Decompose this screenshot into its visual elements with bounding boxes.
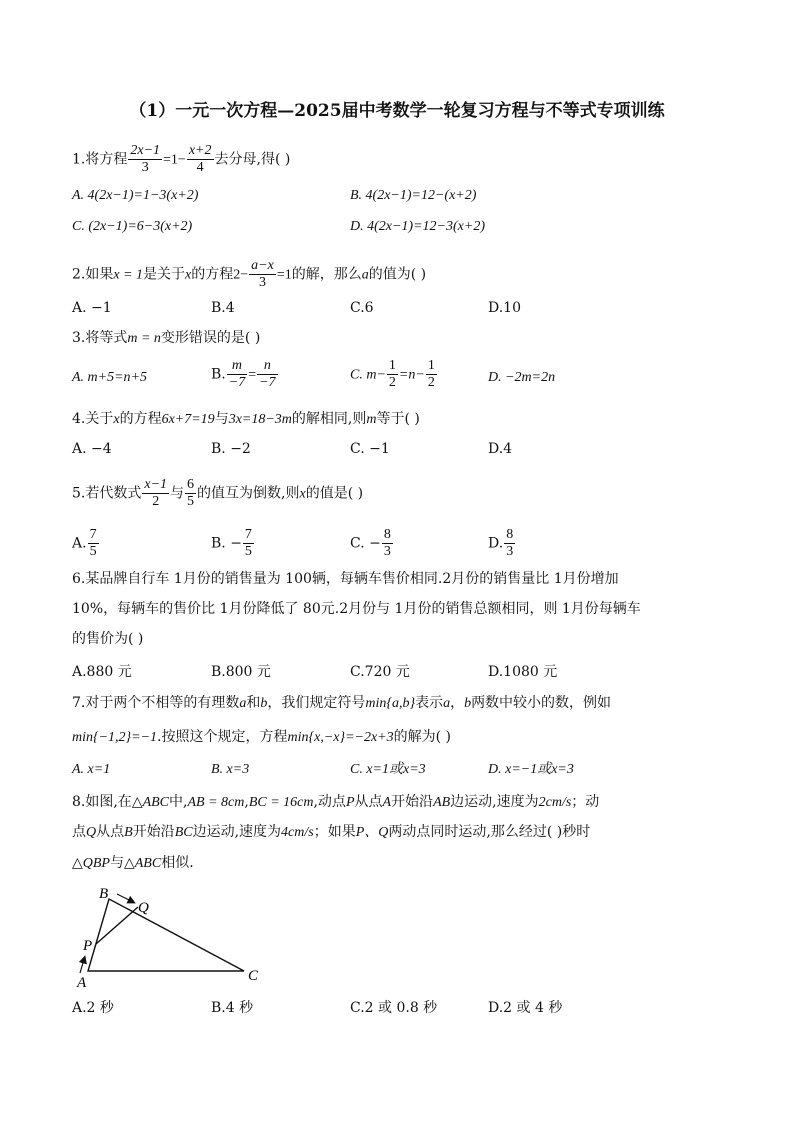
q3-option-c[interactable]: C. m− $\frac{1}{2}$ =n− $\frac{1}{2}$ (350, 358, 435, 390)
q4-option-a[interactable]: A. −4 (72, 441, 112, 457)
label-b: B (99, 886, 109, 902)
q1-option-a[interactable]: A. 4(2x−1)=1−3(x+2) (72, 188, 199, 203)
question-5-stem: 5.若代数式 $\frac{x-1}{2}$ 与 $\frac{6}{5}$ 的值互为倒数,则x的值是( ) (72, 477, 364, 509)
question-8-line-2: 点Q从点B开始沿BC边运动,速度为4cm/s；如果P、Q两动点同时运动,那么经过( )秒时 (72, 824, 591, 840)
q8-option-d[interactable]: D.2 或 4 秒 (488, 1000, 563, 1016)
q1-option-c[interactable]: C. (2x−1)=6−3(x+2) (72, 219, 193, 234)
question-6-line-1: 6.某品牌自行车 1月份的销售量为 100辆，每辆车售价相同.2月份的销售量比 1月份增加 (72, 571, 619, 587)
q7-option-c[interactable]: C. x=1或x=3 (350, 762, 426, 777)
q3-option-b[interactable]: B. $\frac{m}{-7}$ = $\frac{n}{-7}$ (211, 358, 276, 390)
q8-option-c[interactable]: C.2 或 0.8 秒 (350, 1000, 438, 1016)
question-7-line-2: min{−1,2}=−1.按照这个规定，方程min{x,−x}=−2x+3的解为( ) (72, 729, 452, 745)
arrow-p (80, 956, 85, 973)
question-6-line-3: 的售价为( ) (72, 631, 144, 647)
q3-option-a[interactable]: A. m+5=n+5 (72, 370, 148, 385)
question-2-stem: 2.如果x = 1是关于x的方程2− $\frac{a-x}{3}$ =1的解，那么a的值为( ) (72, 258, 427, 290)
label-q: Q (138, 900, 149, 916)
segment-pq (96, 907, 138, 944)
label-c: C (248, 968, 259, 984)
question-8-line-1: 8.如图,在△ABC中,AB = 8cm,BC = 16cm,动点P从点A开始沿AB边运动,速度为2cm/s；动 (72, 794, 600, 810)
q4-option-d[interactable]: D.4 (488, 441, 513, 457)
triangle-figure (70, 880, 270, 990)
arrow-q (117, 894, 135, 903)
q5-option-b[interactable]: B. − $\frac{7}{5}$ (211, 527, 252, 559)
q4-option-c[interactable]: C. −1 (350, 441, 390, 457)
q7-option-d[interactable]: D. x=−1或x=3 (488, 762, 574, 777)
q1-option-b[interactable]: B. 4(2x−1)=12−(x+2) (350, 188, 477, 203)
q3-option-d[interactable]: D. −2m=2n (488, 370, 556, 385)
q5-option-d[interactable]: D. $\frac{8}{3}$ (488, 527, 514, 559)
label-a: A (77, 975, 87, 990)
q5-option-a[interactable]: A. $\frac{7}{5}$ (72, 527, 97, 559)
q5-option-c[interactable]: C. − $\frac{8}{3}$ (350, 527, 391, 559)
q4-option-b[interactable]: B. −2 (211, 441, 251, 457)
q2-option-c[interactable]: C.6 (350, 300, 374, 316)
q2-option-a[interactable]: A. −1 (72, 300, 112, 316)
q2-option-b[interactable]: B.4 (211, 300, 235, 316)
q6-option-b[interactable]: B.800 元 (211, 664, 271, 680)
q6-option-a[interactable]: A.880 元 (72, 664, 132, 680)
q1-option-d[interactable]: D. 4(2x−1)=12−3(x+2) (350, 219, 485, 234)
label-p: P (83, 938, 93, 954)
question-1-stem: 1.将方程 $\frac{2x-1}{3}$ =1− $\frac{x+2}{4}$ 去分母,得( ) (72, 143, 291, 175)
page-title: （1）一元一次方程—2025届中考数学一轮复习方程与不等式专项训练 (129, 101, 665, 121)
triangle-abc (88, 899, 244, 971)
q1-fraction-2: $\frac{x+2}{4}$ (188, 143, 212, 175)
q7-option-a[interactable]: A. x=1 (72, 762, 111, 777)
q7-option-b[interactable]: B. x=3 (211, 762, 250, 777)
question-6-line-2: 10%，每辆车的售价比 1月份降低了 80元.2月份与 1月份的销售总额相同，则 1月份每辆车 (72, 601, 641, 617)
question-4-stem: 4.关于x的方程6x+7=19与3x=18−3m的解相同,则m等于( ) (72, 411, 420, 427)
q1-fraction-1: $\frac{2x-1}{3}$ (130, 143, 161, 175)
q8-option-b[interactable]: B.4 秒 (211, 1000, 254, 1016)
q6-option-c[interactable]: C.720 元 (350, 664, 410, 680)
q8-option-a[interactable]: A.2 秒 (72, 1000, 114, 1016)
q2-fraction: $\frac{a-x}{3}$ (251, 258, 274, 290)
question-3-stem: 3.将等式m = n变形错误的是( ) (72, 330, 261, 346)
q6-option-d[interactable]: D.1080 元 (488, 664, 558, 680)
question-8-line-3: △QBP与△ABC相似. (72, 855, 194, 871)
question-7-line-1: 7.对于两个不相等的有理数a和b，我们规定符号min{a,b}表示a，b两数中较小的数，例如 (72, 695, 612, 711)
q2-option-d[interactable]: D.10 (488, 300, 521, 316)
